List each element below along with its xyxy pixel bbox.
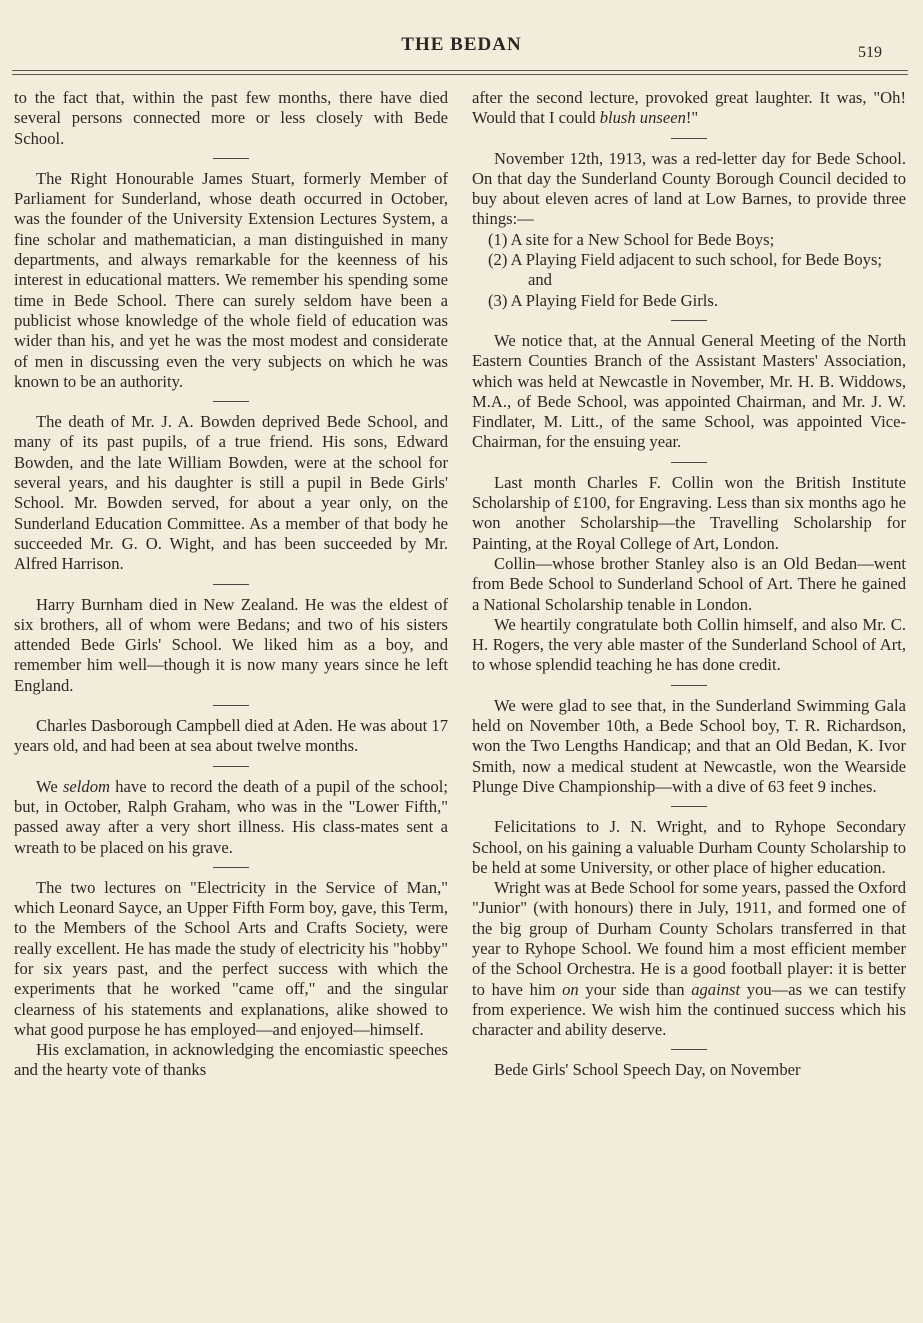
paragraph-sayce-lectures: The two lectures on "Electricity in the Service of Man," which Leonard Sayce, an Upper Fifth Form boy, gave, this Term, to the Members of the School Arts and Crafts Society, were really excellent. He has made the study of electricity his "hobby" for six years past, and the perfect success with which the experiments that he worked "came off," and the singular clearness of his statements and explanations, alike showed to what good purpose he has employed—and enjoyed—himself. [14, 877, 448, 1039]
paragraph-wright-history [472, 878, 906, 1040]
left-column [14, 88, 448, 1081]
text-run: your side than [578, 979, 692, 999]
paragraph-wright-felicitations: Felicitations to J. N. Wright, and to Ryhope Secondary School, on his gaining a valuable Durham County Scholarship to be held at some University, or other place of higher education. [472, 817, 906, 877]
paragraph-james-stuart: The Right Honourable James Stuart, formerly Member of Parliament for Sunderland, whose death occurred in October, was the founder of the University Extension Lectures System, a fine scholar and mathematician, a man distinguished in many departments, and always remarkable for the keenness of his interest in educational matters. We remember his spending some time in Bede School. There can surely seldom have been a publicist whose knowledge of the whole field of education was wider than his, and yet he was the most modest and considerate of men in discussing even the very subjects on which he was known to be an authority. [14, 168, 448, 391]
emphasis: seldom [62, 776, 110, 796]
section-divider [671, 462, 707, 463]
paragraph-graham [14, 777, 448, 858]
paragraph-low-barnes: November 12th, 1913, was a red-letter day for Bede School. On that day the Sunderland County Borough Council decided to buy about eleven acres of land at Low Barnes, to provide three things:— [472, 148, 906, 229]
section-divider [671, 138, 707, 139]
section-divider [213, 401, 249, 402]
section-divider [213, 766, 249, 767]
section-divider [213, 867, 249, 868]
list-item: (3) A Playing Field for Bede Girls. [488, 290, 718, 310]
page-number: 519 [858, 44, 882, 61]
paragraph-burnham: Harry Burnham died in New Zealand. He was the eldest of six brothers, all of whom were Bedans; and two of his sisters attended Bede Girls' School. We liked him as a boy, and remember him well—though it is now many years since he left England. [14, 594, 448, 695]
paragraph-masters-association: We notice that, at the Annual General Meeting of the North Eastern Counties Branch of the Assistant Masters' Association, which was held at Newcastle in November, Mr. H. B. Widdows, M.A., of Bede School, was appointed Chairman, and Mr. J. W. Findlater, M. Litt., of the same School, was appointed Vice-Chairman, for the ensuing year. [472, 330, 906, 452]
page-header [0, 34, 923, 64]
paragraph-collin-brother: Collin—whose brother Stanley also is an Old Bedan—went from Bede School to Sunderland School of Art. There he gained a National Scholarship tenable in London. [472, 553, 906, 614]
section-divider [671, 685, 707, 686]
paragraph-campbell: Charles Dasborough Campbell died at Aden. He was about 17 years old, and had been at sea about twelve months. [14, 716, 448, 756]
section-divider [671, 1049, 707, 1050]
header-rule-top [12, 70, 908, 71]
list-item: (1) A site for a New School for Bede Boys; [488, 229, 775, 249]
header-rule-bottom [12, 74, 908, 75]
right-column [472, 88, 906, 1081]
section-divider [671, 806, 707, 807]
paragraph-speech-day: Bede Girls' School Speech Day, on November [494, 1060, 801, 1080]
text-run: have to record the death of a pupil of the school; but, in October, Ralph Graham, who was in the "Lower Fifth," passed away after a very short illness. His class-mates sent a wreath to be placed on his grave. [14, 776, 448, 857]
section-divider [213, 705, 249, 706]
paragraph-collin-scholarship: Last month Charles F. Collin won the British Institute Scholarship of £100, for Engraving. Less than six months ago he won another Scholarship—the Travelling Scholarship for Painting, at the Royal College of Art, London. [472, 472, 906, 553]
emphasis: blush unseen [599, 108, 686, 128]
section-divider [213, 158, 249, 159]
paragraph-bowden: The death of Mr. J. A. Bowden deprived Bede School, and many of its past pupils, of a true friend. His sons, Edward Bowden, and the late William Bowden, were at the school for several years, and his daughter is still a pupil in Bede Girls' School. Mr. Bowden served, for about a year only, on the Sunderland Education Committee. As a member of that body he succeeded Mr. G. O. Wight, and has been succeeded by Mr. Alfred Harrison. [14, 412, 448, 574]
three-things-list [472, 230, 906, 311]
text-run: !" [685, 108, 699, 128]
paragraph-continued [472, 88, 906, 129]
paragraph-sayce-exclamation: His exclamation, in acknowledging the encomiastic speeches and the hearty vote of thanks [14, 1040, 448, 1080]
emphasis: against [691, 979, 741, 999]
section-divider [213, 584, 249, 585]
text-run: you—as we can testify from experience. We wish him the continued success which his character and ability deserve. [472, 979, 906, 1040]
page-title: THE BEDAN [401, 34, 522, 55]
text-run: We [36, 776, 63, 796]
section-divider [671, 320, 707, 321]
list-item: (2) A Playing Field adjacent to such school, for Bede Boys; and [488, 250, 883, 290]
text-run: Wright was at Bede School for some years, passed the Oxford "Junior" (with honours) there in July, 1911, and formed one of the big group of Durham County Scholars transferred in that year to Ryhope School. We found him a most efficient member of the School Orchestra. He is a good football player: it is better to have him [472, 878, 906, 999]
text-run: after the second lecture, provoked great laughter. It was, "Oh! Would that I could [472, 88, 906, 128]
paragraph-continued: to the fact that, within the past few months, there have died several persons connected more or less closely with Bede School. [14, 88, 448, 148]
paragraph-swimming-gala: We were glad to see that, in the Sunderland Swimming Gala held on November 10th, a Bede School boy, T. R. Richardson, won the Two Lengths Handicap; and that an Old Bedan, K. Ivor Smith, now a medical student at Newcastle, won the Wearside Plunge Dive Championship—with a dive of 63 feet 9 inches. [472, 695, 906, 796]
emphasis: on [562, 979, 579, 999]
paragraph-congratulations: We heartily congratulate both Collin himself, and also Mr. C. H. Rogers, the very able master of the Sunderland School of Art, to whose splendid teaching he has done credit. [472, 614, 906, 675]
